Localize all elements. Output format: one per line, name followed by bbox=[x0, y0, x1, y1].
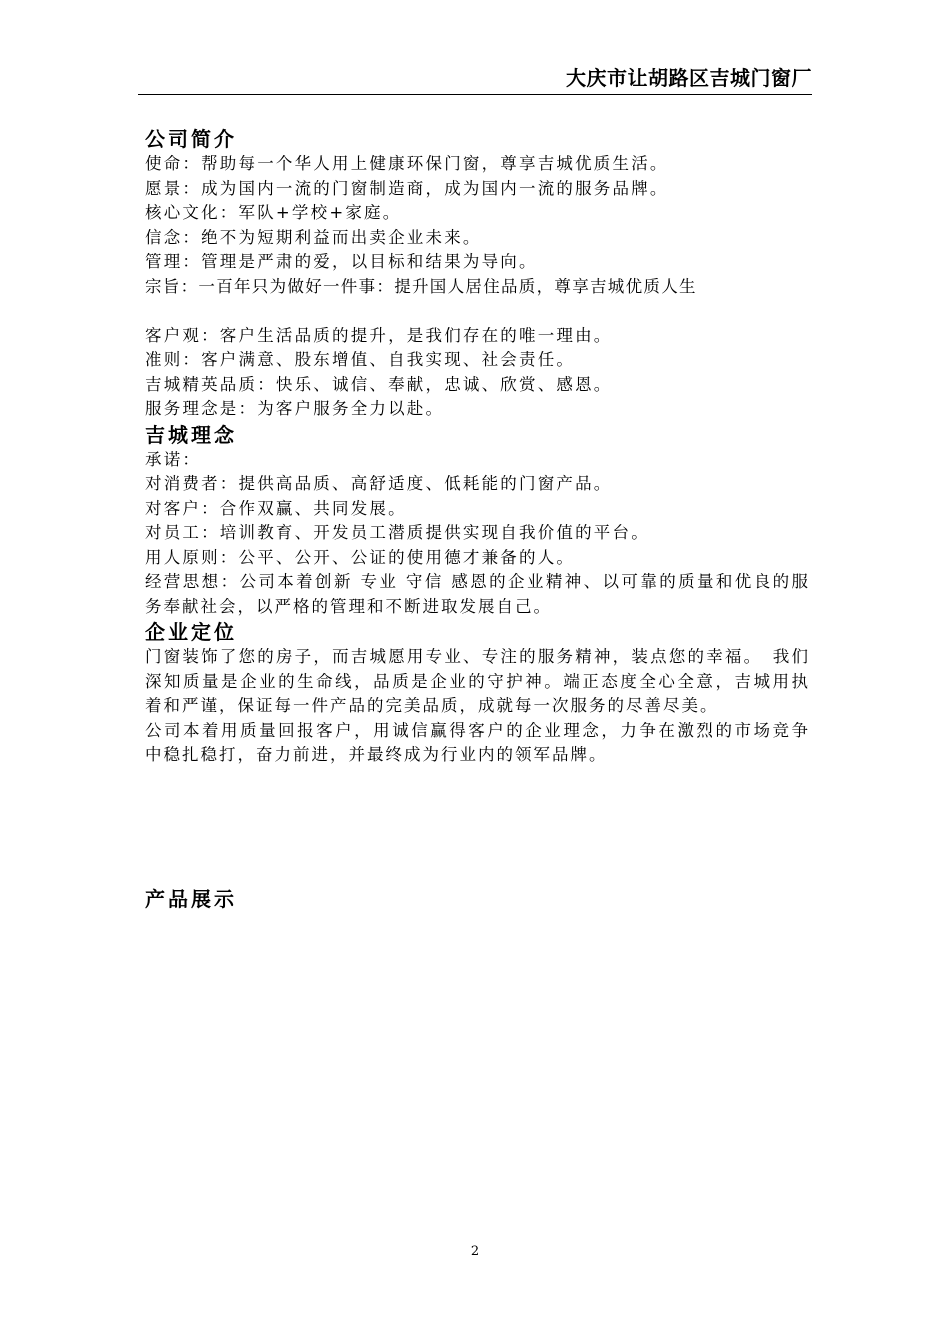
blank-line bbox=[145, 299, 810, 324]
section-heading-intro: 公司简介 bbox=[145, 127, 237, 151]
section-heading-positioning: 企业定位 bbox=[145, 620, 237, 644]
intro-management: 管理：管理是严肃的爱，以目标和结果为导向。 bbox=[145, 252, 538, 271]
page-header bbox=[138, 64, 812, 95]
philosophy-customers: 对客户：合作双赢、共同发展。 bbox=[145, 498, 407, 518]
philosophy-hiring: 用人原则：公平、公开、公证的使用德才兼备的人。 bbox=[145, 547, 576, 567]
section-heading-products: 产品展示 bbox=[145, 886, 237, 911]
philosophy-consumers: 对消费者：提供高品质、高舒适度、低耗能的门窗产品。 bbox=[145, 474, 613, 493]
philosophy-business-thinking: 经营思想：公司本着创新 专业 守信 感恩的企业精神、以可靠的质量和优良的服务奉献社会，以严格的管理和不断进取发展自己。 bbox=[145, 572, 810, 616]
header-company-name: 大庆市让胡路区吉城门窗厂 bbox=[566, 66, 812, 90]
positioning-paragraph-2: 公司本着用质量回报客户，用诚信赢得客户的企业理念，力争在激烈的市场竞争中稳扎稳打，奋力前进，并最终成为行业内的领军品牌。 bbox=[145, 720, 810, 764]
page-number: 2 bbox=[470, 1244, 480, 1259]
section-heading-philosophy: 吉城理念 bbox=[145, 422, 237, 447]
intro-service-concept: 服务理念是：为客户服务全力以赴。 bbox=[145, 399, 445, 418]
intro-mission: 使命：帮助每一个华人用上健康环保门窗，尊享吉城优质生活。 bbox=[145, 154, 669, 173]
spacer bbox=[145, 768, 810, 886]
positioning-paragraph-1: 门窗装饰了您的房子，而吉城愿用专业、专注的服务精神，装点您的幸福。 我们深知质量是企业的生命线，品质是企业的守护神。端正态度全心全意，吉城用执着和严谨，保证每一件产品的完美品质，成就每一次服务的尽善尽美。 bbox=[145, 647, 810, 715]
intro-vision: 愿景：成为国内一流的门窗制造商，成为国内一流的服务品牌。 bbox=[145, 178, 669, 198]
intro-elite-quality: 吉城精英品质：快乐、诚信、奉献，忠诚、欣赏、感恩。 bbox=[145, 374, 613, 394]
intro-principles: 准则：客户满意、股东增值、自我实现、社会责任。 bbox=[145, 350, 576, 369]
page-content bbox=[145, 126, 810, 912]
philosophy-promise: 承诺： bbox=[145, 449, 202, 469]
intro-customer-view: 客户观：客户生活品质的提升，是我们存在的唯一理由。 bbox=[145, 325, 613, 345]
intro-core-culture: 核心文化：军队+学校+家庭。 bbox=[145, 203, 402, 222]
intro-belief: 信念：绝不为短期利益而出卖企业未来。 bbox=[145, 227, 482, 247]
intro-purpose: 宗旨：一百年只为做好一件事：提升国人居住品质，尊享吉城优质人生 bbox=[145, 276, 697, 296]
philosophy-employees: 对员工：培训教育、开发员工潜质提供实现自我价值的平台。 bbox=[145, 523, 650, 542]
